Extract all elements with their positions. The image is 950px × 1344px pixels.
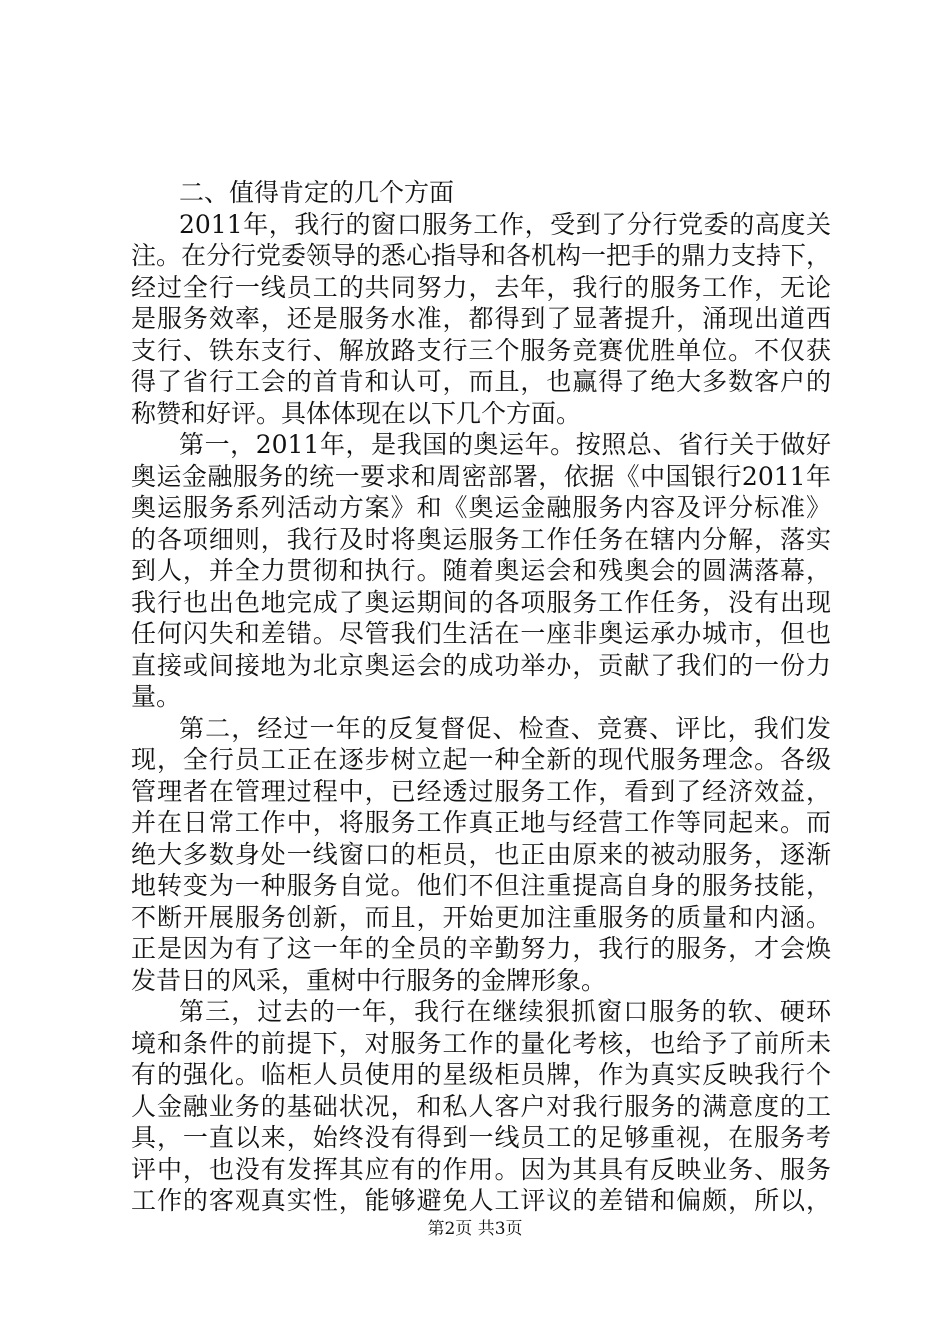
text-line: 奥运服务系列活动方案》和《奥运金融服务内容及评分标准》 — [131, 493, 831, 522]
text-line: 是服务效率，还是服务水准，都得到了显著提升，涌现出道西 — [131, 304, 831, 333]
text-line: 量。 — [131, 682, 182, 711]
text-line: 评中，也没有发挥其应有的作用。因为其具有反映业务、服务 — [131, 1154, 831, 1184]
text-line: 人金融业务的基础状况，和私人客户对我行服务的满意度的工 — [131, 1091, 831, 1121]
text-line: 并在日常工作中，将服务工作真正地与经营工作等同起来。而 — [131, 808, 831, 837]
text-line: 称赞和好评。具体体现在以下几个方面。 — [131, 398, 582, 428]
text-line: 正是因为有了这一年的全员的辛勤努力，我行的服务，才会焕 — [131, 934, 831, 963]
document-body — [131, 177, 831, 1217]
text-line: 我行也出色地完成了奥运期间的各项服务工作任务，没有出现 — [131, 587, 831, 617]
text-line: 经过全行一线员工的共同努力，去年，我行的服务工作，无论 — [131, 272, 831, 302]
text-line: 现，全行员工正在逐步树立起一种全新的现代服务理念。各级 — [131, 745, 831, 774]
text-line: 发昔日的风采，重树中行服务的金牌形象。 — [131, 965, 607, 995]
text-line: 注。在分行党委领导的悉心指导和各机构一把手的鼎力支持下， — [131, 241, 832, 270]
text-line: 到人，并全力贯彻和执行。随着奥运会和残奥会的圆满落幕， — [131, 556, 831, 585]
text-line: 任何闪失和差错。尽管我们生活在一座非奥运承办城市，但也 — [131, 619, 831, 648]
text-line: 直接或间接地为北京奥运会的成功举办，贡献了我们的一份力 — [131, 650, 831, 680]
text-line: 管理者在管理过程中，已经透过服务工作，看到了经济效益， — [131, 776, 831, 806]
text-line: 境和条件的前提下，对服务工作的量化考核，也给予了前所未 — [131, 1028, 831, 1058]
page-number-footer: 第2页 共3页 — [427, 1219, 523, 1239]
section-heading: 二、值得肯定的几个方面 — [179, 178, 455, 207]
text-line: 第一，2011年，是我国的奥运年。按照总、省行关于做好 — [179, 430, 831, 459]
text-line: 得了省行工会的首肯和认可，而且，也赢得了绝大多数客户的 — [131, 367, 831, 396]
text-line: 第三，过去的一年，我行在继续狠抓窗口服务的软、硬环 — [179, 997, 831, 1026]
text-line: 工作的客观真实性，能够避免人工评议的差错和偏颇，所以， — [131, 1186, 831, 1215]
text-line: 2011年，我行的窗口服务工作，受到了分行党委的高度关 — [179, 209, 831, 239]
text-line: 第二，经过一年的反复督促、检查、竞赛、评比，我们发 — [179, 713, 831, 743]
text-line: 不断开展服务创新，而且，开始更加注重服务的质量和内涵。 — [131, 902, 831, 932]
text-line: 绝大多数身处一线窗口的柜员，也正由原来的被动服务，逐渐 — [131, 839, 831, 869]
text-line: 支行、铁东支行、解放路支行三个服务竞赛优胜单位。不仅获 — [131, 335, 831, 365]
text-line: 有的强化。临柜人员使用的星级柜员牌，作为真实反映我行个 — [131, 1060, 831, 1089]
text-line: 的各项细则，我行及时将奥运服务工作任务在辖内分解，落实 — [131, 524, 831, 554]
text-line: 具，一直以来，始终没有得到一线员工的足够重视，在服务考 — [131, 1123, 831, 1152]
text-line: 奥运金融服务的统一要求和周密部署，依据《中国银行2011年 — [131, 461, 831, 491]
text-line: 地转变为一种服务自觉。他们不但注重提高自身的服务技能， — [131, 871, 831, 900]
